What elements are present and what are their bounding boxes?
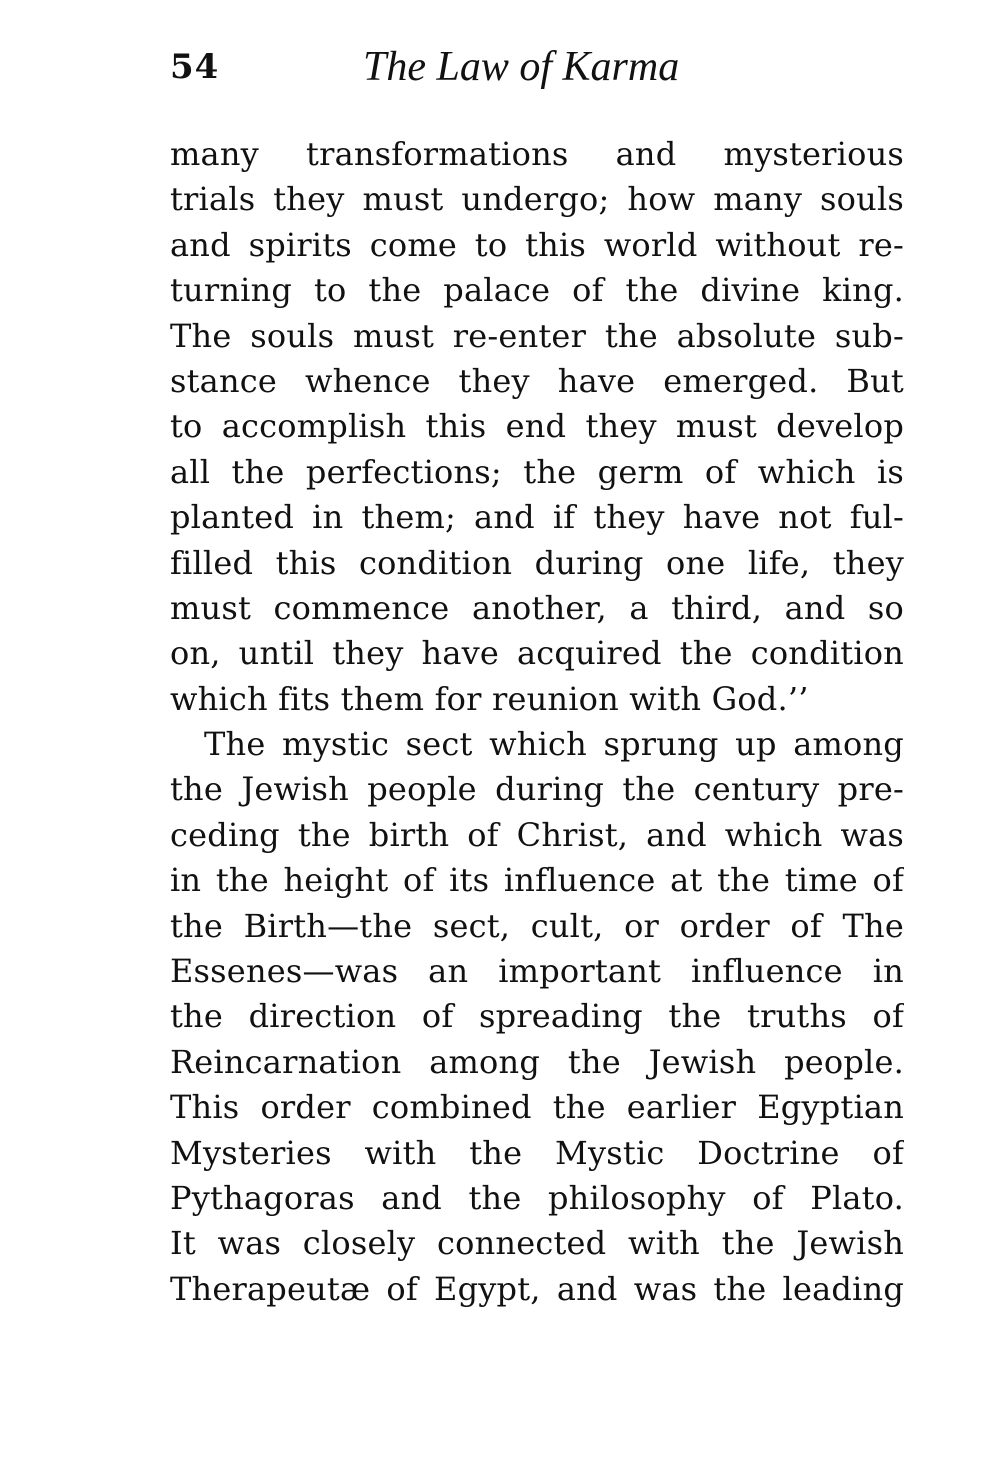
page-header: [170, 42, 910, 92]
paragraph-1: [170, 132, 904, 722]
text-line: all the perfections; the germ of which is: [170, 452, 904, 491]
text-line: on, until they have acquired the condition: [170, 634, 904, 673]
text-line: the direction of spreading the truths of: [170, 997, 904, 1036]
text-line: must commence another, a third, and so: [170, 588, 904, 627]
text-line: to accomplish this end they must develop: [170, 407, 904, 446]
text-line: the Birth—the sect, cult, or order of The: [170, 906, 904, 945]
text-line: turning to the palace of the divine king.: [170, 271, 904, 310]
text-line: ceding the birth of Christ, and which was: [170, 815, 904, 854]
running-title: The Law of Karma: [363, 44, 680, 90]
text-line: the Jewish people during the century pre-: [170, 770, 904, 809]
page-number: 54: [170, 47, 220, 87]
paragraph-2: [170, 722, 904, 1312]
text-line: It was closely connected with the Jewish: [170, 1224, 904, 1263]
text-line: trials they must undergo; how many souls: [170, 180, 904, 219]
text-line: filled this condition during one life, they: [170, 543, 904, 582]
text-line: planted in them; and if they have not ful-: [170, 498, 904, 537]
text-line: in the height of its influence at the time of: [170, 861, 904, 900]
text-line: and spirits come to this world without re-: [170, 225, 904, 264]
text-line: Reincarnation among the Jewish people.: [170, 1042, 904, 1081]
text-line: The souls must re-enter the absolute sub-: [170, 316, 904, 355]
text-line: Mysteries with the Mystic Doctrine of: [170, 1133, 904, 1172]
text-line: The mystic sect which sprung up among: [204, 725, 904, 764]
text-line: Essenes—was an important influence in: [170, 952, 904, 991]
text-line: which fits them for reunion with God.’’: [170, 679, 809, 718]
text-line: Pythagoras and the philosophy of Plato.: [170, 1178, 904, 1217]
text-line: Therapeutæ of Egypt, and was the leading: [170, 1269, 904, 1308]
text-line: many transformations and mysterious: [170, 135, 904, 173]
text-line: This order combined the earlier Egyptian: [170, 1088, 904, 1127]
body-text: [170, 132, 904, 1312]
text-line: stance whence they have emerged. But: [170, 361, 904, 400]
